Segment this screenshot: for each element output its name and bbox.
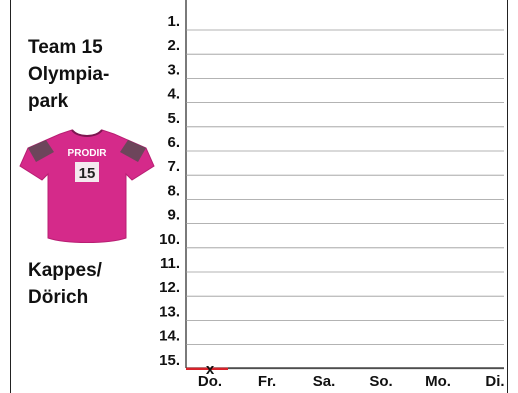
rank-label: 12.	[159, 279, 180, 297]
rank-label: 1.	[167, 13, 180, 30]
jersey-brand: PRODIR	[67, 148, 107, 159]
rank-label: 13.	[159, 303, 180, 321]
rank-label: 6.	[167, 134, 180, 151]
grid-layer	[186, 0, 504, 369]
rank-label: 14.	[159, 327, 180, 345]
day-label: Sa.	[312, 373, 336, 390]
rank-label: 5.	[167, 109, 180, 127]
team-title: Team 15 Olympia- park	[28, 37, 110, 112]
rank-label: 2.	[167, 37, 180, 55]
day-label: Mo.	[425, 373, 451, 390]
rank-label: 9.	[167, 206, 180, 224]
rank-label: 15.	[159, 351, 180, 369]
rank-label: 10.	[159, 230, 180, 248]
jersey-number: 15	[78, 165, 96, 182]
rider-names: Kappes/ Dörich	[28, 260, 102, 308]
rank-label: 3.	[167, 61, 180, 79]
day-label: Di.	[485, 373, 505, 390]
data-point-marker: x	[205, 360, 215, 378]
day-label: Do.	[197, 373, 223, 390]
day-labels	[198, 373, 505, 390]
rank-label: 11.	[159, 255, 180, 272]
day-label: Fr.	[257, 373, 277, 390]
day-label: So.	[369, 373, 393, 390]
rank-label: 4.	[167, 85, 180, 103]
rank-label: 7.	[167, 158, 180, 176]
rank-label: 8.	[167, 182, 180, 200]
rank-labels	[159, 13, 180, 369]
